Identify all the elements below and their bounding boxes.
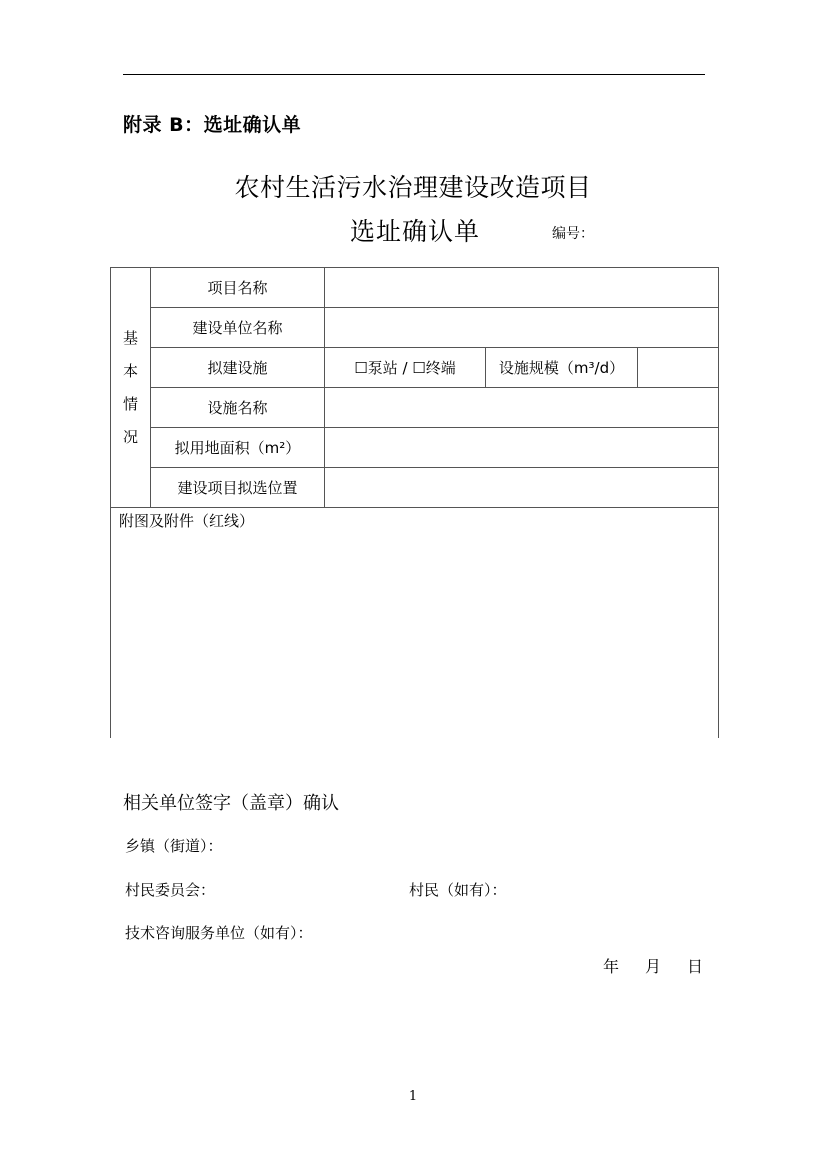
option-separator: / bbox=[397, 359, 413, 377]
pump-station-checkbox[interactable]: ☐ bbox=[354, 359, 368, 377]
pump-station-label: 泵站 bbox=[367, 359, 398, 377]
terminal-label: 终端 bbox=[425, 359, 456, 377]
facility-name-field[interactable] bbox=[325, 388, 719, 428]
location-field[interactable] bbox=[325, 468, 719, 508]
table-row-land-area bbox=[111, 428, 719, 468]
table-row-location bbox=[111, 468, 719, 508]
terminal-checkbox[interactable]: ☐ bbox=[412, 359, 426, 377]
table-row-project-name bbox=[111, 268, 719, 308]
table-row-proposed-facility bbox=[111, 348, 719, 388]
appendix-title: 附录 B：选址确认单 bbox=[123, 114, 302, 136]
table-row-construction-unit bbox=[111, 308, 719, 348]
document-subtitle: 选址确认单 bbox=[350, 217, 481, 246]
facility-name-label: 设施名称 bbox=[151, 388, 325, 428]
consulting-unit-signature-label: 技术咨询服务单位（如有）： bbox=[125, 924, 313, 942]
table-row-facility-name bbox=[111, 388, 719, 428]
signature-section-title: 相关单位签字（盖章）确认 bbox=[123, 793, 339, 814]
section-label-char: 况 bbox=[122, 427, 138, 446]
land-area-label: 拟用地面积（m²） bbox=[151, 428, 325, 468]
construction-unit-field[interactable] bbox=[325, 308, 719, 348]
section-label-char: 本 bbox=[122, 361, 138, 380]
attachment-label: 附图及附件（红线） bbox=[119, 512, 255, 530]
facility-scale-label: 设施规模（m³/d） bbox=[486, 348, 638, 388]
facility-type-options bbox=[325, 348, 486, 388]
year-label: 年 bbox=[603, 957, 620, 976]
month-label: 月 bbox=[645, 957, 662, 976]
attachment-area[interactable] bbox=[111, 508, 719, 739]
proposed-facility-label: 拟建设施 bbox=[151, 348, 325, 388]
day-label: 日 bbox=[687, 957, 704, 976]
page-number: 1 bbox=[408, 1089, 418, 1104]
village-committee-signature-label: 村民委员会： bbox=[125, 881, 216, 899]
villager-signature-label: 村民（如有）： bbox=[409, 881, 507, 899]
project-name-label: 项目名称 bbox=[151, 268, 325, 308]
basic-info-section-label bbox=[111, 268, 151, 508]
facility-scale-field[interactable] bbox=[638, 348, 719, 388]
township-signature-label: 乡镇（街道）： bbox=[125, 837, 223, 855]
serial-number-label: 编号： bbox=[552, 226, 594, 242]
project-name-field[interactable] bbox=[325, 268, 719, 308]
land-area-field[interactable] bbox=[325, 428, 719, 468]
table-row-attachment bbox=[111, 508, 719, 739]
site-confirmation-table bbox=[110, 267, 719, 738]
section-label-char: 基 bbox=[122, 328, 138, 347]
location-label: 建设项目拟选位置 bbox=[151, 468, 325, 508]
document-title: 农村生活污水治理建设改造项目 bbox=[234, 173, 592, 202]
header-rule bbox=[123, 74, 705, 75]
date-line bbox=[603, 954, 703, 977]
construction-unit-label: 建设单位名称 bbox=[151, 308, 325, 348]
section-label-char: 情 bbox=[122, 394, 138, 413]
